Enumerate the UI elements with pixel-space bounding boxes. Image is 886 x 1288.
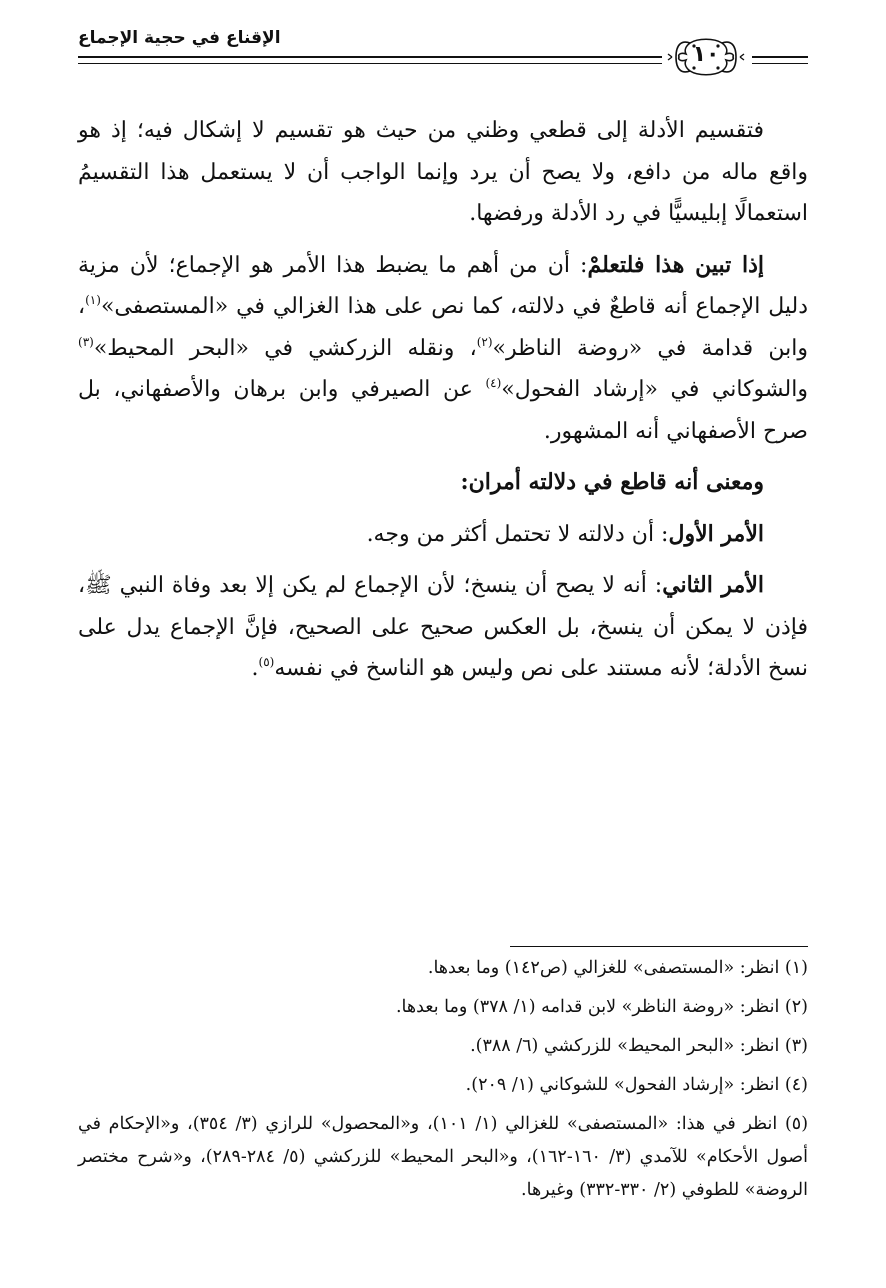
paragraph-1: فتقسيم الأدلة إلى قطعي وظني من حيث هو تقسيم لا إشكال فيه؛ إذ هو واقع ماله من دافع، ولا يصح أن يرد وإنما الواجب أن لا يستعمل هذا التقسيمُ استعمالًا إبليسيًّا في رد الأدلة ورفضها. [78,118,808,226]
paragraph-4 [78,514,808,556]
footnote-3: (٣) انظر: «البحر المحيط» للزركشي (٦/ ٣٨٨). [470,1036,808,1056]
paragraph-2-text-d: والشوكاني في «إرشاد الفحول» [501,377,808,402]
paragraph-4-text: : أن دلالته لا تحتمل أكثر من وجه. [366,521,669,547]
footnote-4: (٤) انظر: «إرشاد الفحول» للشوكاني (١/ ٢٠٩). [465,1075,808,1095]
running-header-title: الإقناع في حجية الإجماع [78,28,281,48]
paragraph-5-end: . [251,656,259,681]
footnote-ref-4[interactable]: (٤) [485,376,502,390]
footnote-ref-3[interactable]: (٣) [78,334,94,349]
footnote-separator [510,946,808,947]
paragraph-5-lead: الأمر الثاني [662,572,764,598]
paragraph-3-heading: ومعنى أنه قاطع في دلالته أمران: [460,469,764,495]
footnote-ref-5[interactable]: (٥) [258,655,275,669]
footnote-ref-2[interactable]: (٢) [476,334,493,349]
footnote-2: (٢) انظر: «روضة الناظر» لابن قدامه (١/ ٣٧٨) وما بعدها. [395,997,808,1017]
paragraph-5-text: : أنه لا يصح أن ينسخ؛ لأن الإجماع لم يكن إلا بعد وفاة النبي ﷺ، فإذن لا يمكن أن ينسخ، بل العكس صحيح على الصحيح، فإنَّ الإجماع يدل على نسخ الأدلة؛ لأنه مستند على نص وليس هو الناسخ في نفسه [78,573,808,681]
paragraph-5 [78,565,808,690]
paragraph-2-text-a: : أن من أهم ما يضبط هذا الأمر هو الإجماع؛ لأن مزية دليل الإجماع أنه قاطعٌ في دلالته، كما نص على هذا الغزالي في «المستصفى» [78,252,808,319]
paragraph-2-text-c: ، ونقله الزركشي في «البحر المحيط» [93,335,477,361]
footnotes [78,952,808,1213]
main-text [78,110,808,700]
footnote-5: (٥) انظر في هذا: «المستصفى» للغزالي (١/ ١٠١)، و«المحصول» للرازي (٣/ ٣٥٤)، و«الإحكام في أصول الأحكام» للآمدي (٣/ ١٦٠-١٦٢)، و«البحر المحيط» للزركشي (٥/ ٢٨٤-٢٨٩)، و«شرح مختصر الروضة» للطوفي (٢/ ٣٣٠-٣٣٢) وغيرها. [78,1114,809,1200]
footnote-1: (١) انظر: «المستصفى» للغزالي (ص١٤٢) وما بعدها. [427,958,808,978]
footnote-ref-1[interactable]: (١) [85,293,101,307]
paragraph-2-text-e: عن الصيرفي وابن برهان والأصفهاني، بل صرح الأصفهاني أنه المشهور. [78,377,808,444]
page-number: ١٠ [692,42,720,67]
paragraph-2 [78,245,808,453]
header-rule-left [78,56,662,64]
paragraph-2-text-b: ، وابن قدامة في «روضة الناظر» [78,294,809,361]
paragraph-4-lead: الأمر الأول [668,520,764,547]
header-rule-right [752,56,808,64]
paragraph-2-lead: إذا تبين هذا فلتعلمْ [587,251,764,278]
